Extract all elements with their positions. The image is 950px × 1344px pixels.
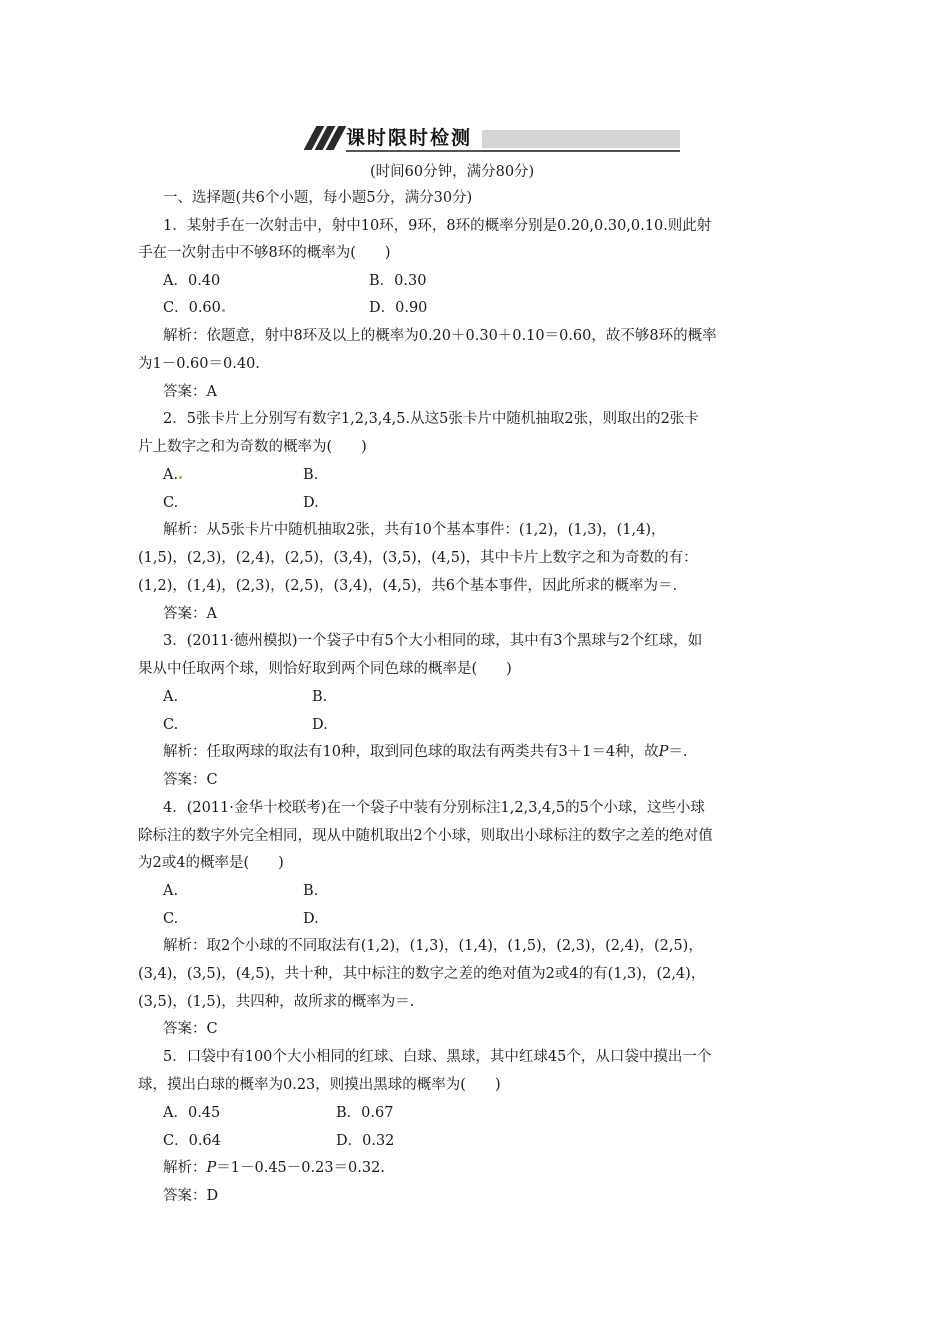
q1-option-d: D．0.90: [369, 300, 428, 316]
q2-option-d: D.: [303, 495, 319, 511]
q2-option-a: A.: [163, 467, 179, 483]
q3-option-d: D.: [312, 717, 328, 733]
q3-stem-line2: 果从中任取两个球，则恰好取到两个同色球的概率是( ): [138, 661, 512, 677]
q4-solution-line1: 解析：取2个小球的不同取法有(1,2)，(1,3)，(1,4)，(1,5)，(2,3)，(2,4)，(2,5)，: [163, 938, 703, 954]
q5-option-b: B．0.67: [336, 1105, 394, 1121]
q3-solution: [163, 742, 843, 762]
stripes-decoration: [306, 126, 342, 150]
q3-option-a: A.: [163, 689, 179, 705]
q5-solution: [163, 1158, 843, 1178]
q2-option-row2: [163, 493, 843, 513]
time-limit-note: (时间60分钟，满分80分): [370, 164, 535, 180]
q4-option-a: A.: [163, 883, 179, 899]
q3-option-row2: [163, 715, 843, 735]
section-heading: 一、选择题(共6个小题，每小题5分，满分30分): [163, 190, 473, 206]
q5-option-c: C．0.64: [163, 1133, 221, 1149]
q2-option-row1: [163, 465, 843, 485]
q5-option-a: A．0.45: [163, 1105, 221, 1121]
q1-option-row1: [163, 271, 843, 291]
q1-solution-line2: 为1－0.60＝0.40.: [138, 356, 260, 372]
q1-option-row2: [163, 298, 843, 318]
q4-stem-line2: 除标注的数字外完全相同，现从中随机取出2个小球，则取出小球标注的数字之差的绝对值: [138, 828, 713, 844]
q2-solution-line2: (1,5)，(2,3)，(2,4)，(2,5)，(3,4)，(3,5)，(4,5)，其中卡片上数字之和为奇数的有：: [138, 550, 698, 566]
page-title: 课时限时检测: [346, 127, 473, 149]
q5-answer: 答案：D: [163, 1188, 219, 1204]
stray-mark: [179, 476, 182, 479]
stray-mark: [222, 309, 225, 312]
q5-stem-line1: 5．口袋中有100个大小相同的红球、白球、黑球，其中红球45个，从口袋中摸出一个: [163, 1049, 712, 1065]
q3-option-b: B.: [312, 689, 328, 705]
q4-solution-line2: (3,4)，(3,5)，(4,5)，共十种，其中标注的数字之差的绝对值为2或4的有(1,3)，(2,4)，: [138, 966, 706, 982]
q2-stem-line1: 2．5张卡片上分别写有数字1,2,3,4,5.从这5张卡片中随机抽取2张，则取出的2张卡: [163, 411, 699, 427]
q3-solution-text: 解析：任取两球的取法有10种，取到同色球的取法有两类共有3＋1＝4种，故: [163, 744, 659, 760]
q5-solution-text: 解析：: [163, 1160, 207, 1176]
q4-stem-line1: 4．(2011·金华十校联考)在一个袋子中装有分别标注1,2,3,4,5的5个小球，这些小球: [163, 800, 705, 816]
q3-stem-line1: 3．(2011·德州模拟)一个袋子中有5个大小相同的球，其中有3个黑球与2个红球，如: [163, 633, 703, 649]
q4-option-row1: [163, 881, 843, 901]
title-bar-decoration: [482, 130, 680, 148]
q2-answer: 答案：A: [163, 606, 217, 622]
q3-solution-tail: ＝.: [668, 744, 688, 760]
q3-solution-variable: P: [658, 744, 669, 760]
q2-stem-line2: 片上数字之和为奇数的概率为( ): [138, 439, 367, 455]
q5-stem-line2: 球，摸出白球的概率为0.23，则摸出黑球的概率为( ): [138, 1077, 501, 1093]
q1-solution-line1: 解析：依题意，射中8环及以上的概率为0.20＋0.30＋0.10＝0.60，故不够8环的概率: [163, 328, 717, 344]
q2-solution-line3: (1,2)，(1,4)，(2,3)，(2,5)，(3,4)，(4,5)，共6个基本事件，因此所求的概率为＝.: [138, 578, 678, 594]
q2-option-b: B.: [303, 467, 319, 483]
q3-answer: 答案：C: [163, 772, 218, 788]
q2-solution-line1: 解析：从5张卡片中随机抽取2张，共有10个基本事件：(1,2)，(1,3)，(1,4)，: [163, 522, 666, 538]
q1-stem-line2: 手在一次射击中不够8环的概率为( ): [138, 245, 391, 261]
q4-option-d: D.: [303, 911, 319, 927]
q5-solution-tail: ＝1－0.45－0.23＝0.32.: [216, 1160, 385, 1176]
q4-option-row2: [163, 909, 843, 929]
q2-option-c: C.: [163, 495, 179, 511]
title-underline: [346, 150, 680, 152]
q4-option-b: B.: [303, 883, 319, 899]
q4-stem-line3: 为2或4的概率是( ): [138, 855, 284, 871]
q1-option-b: B．0.30: [369, 273, 427, 289]
q1-answer: 答案：A: [163, 384, 217, 400]
q5-option-row2: [163, 1131, 843, 1151]
header-banner: [306, 126, 680, 150]
q5-option-d: D．0.32: [336, 1133, 395, 1149]
q4-solution-line3: (3,5)，(1,5)，共四种，故所求的概率为＝.: [138, 994, 415, 1010]
q4-answer: 答案：C: [163, 1021, 218, 1037]
q5-solution-variable: P: [206, 1160, 217, 1176]
q4-option-c: C.: [163, 911, 179, 927]
q1-stem-line1: 1．某射手在一次射击中，射中10环，9环，8环的概率分别是0.20,0.30,0.10.则此射: [163, 218, 712, 234]
q1-option-a: A．0.40: [163, 273, 221, 289]
q3-option-c: C.: [163, 717, 179, 733]
q5-option-row1: [163, 1103, 843, 1123]
q1-option-c: C．0.60: [163, 300, 221, 316]
q3-option-row1: [163, 687, 843, 707]
